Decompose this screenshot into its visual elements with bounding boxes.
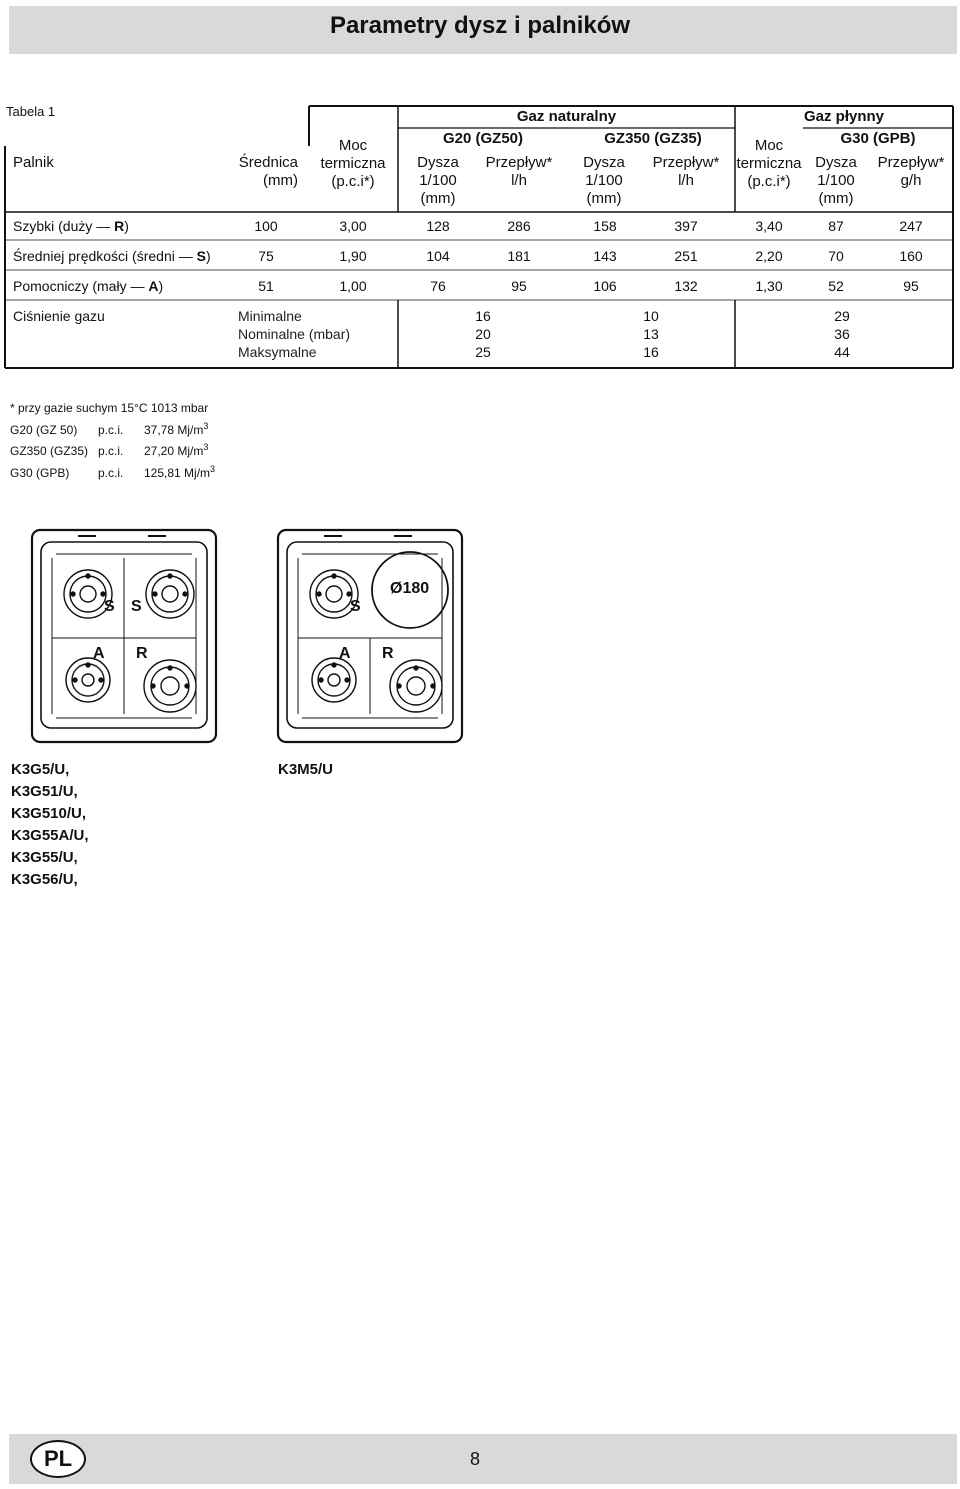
table-cell: 1,00 <box>339 278 367 294</box>
burner-label-a: A <box>339 645 351 662</box>
table-cell: 95 <box>511 278 527 294</box>
footnote-row: G30 (GPB) p.c.i. 125,81 $Mj/m^3$ <box>10 463 216 480</box>
hob-diagram-k3g <box>30 528 220 746</box>
header-gz350: GZ350 (GZ35) <box>604 130 702 147</box>
header-srednica: Średnica (mm) <box>238 154 298 189</box>
table-cell: 132 <box>674 278 698 294</box>
table-cell: 87 <box>828 218 844 234</box>
header-g30: G30 (GPB) <box>840 130 916 147</box>
footnote-row: GZ350 (GZ35) p.c.i. 27,20 $Mj/m^3$ <box>10 442 209 458</box>
burner-label-r: R <box>136 645 148 662</box>
footer-bar <box>9 1434 957 1484</box>
language-badge: PL <box>30 1440 86 1478</box>
table-cell: 158 <box>593 218 617 234</box>
page-title: Parametry dysz i palników <box>329 12 631 39</box>
burner-label-s: S <box>131 598 142 615</box>
table-cell: 1,30 <box>755 278 783 294</box>
table-cell: 286 <box>507 218 531 234</box>
pressure-g20: 16 20 25 <box>475 308 491 360</box>
table-cell: 397 <box>674 218 698 234</box>
burner-label-r: R <box>382 645 394 662</box>
table-cell: 1,90 <box>339 248 367 264</box>
model-list-k3m: K3M5/U <box>278 761 334 778</box>
table-cell: 181 <box>507 248 531 264</box>
pressure-levels: Minimalne Nominalne (mbar) Maksymalne <box>238 308 351 360</box>
header-gaz-plynny: Gaz płynny <box>803 108 885 125</box>
header-g20: G20 (GZ50) <box>442 130 524 147</box>
pressure-gz350: 10 13 16 <box>643 308 659 360</box>
header-moc: Moc termiczna (p.c.i*) <box>320 137 386 190</box>
table-cell: 100 <box>254 218 278 234</box>
table-cell: 3,00 <box>339 218 367 234</box>
table-cell: 106 <box>593 278 617 294</box>
table-cell: 95 <box>903 278 919 294</box>
burner-bottom-left <box>312 658 356 702</box>
header-g30-dysza: Dysza 1/100 (mm) <box>815 154 857 207</box>
table-cell: 247 <box>899 218 923 234</box>
table-cell: 128 <box>426 218 450 234</box>
table-cell: 143 <box>593 248 617 264</box>
table-cell: 251 <box>674 248 698 264</box>
table-cell: 70 <box>828 248 844 264</box>
burner-label-a: A <box>93 645 105 662</box>
table-cell: 160 <box>899 248 923 264</box>
header-gaz-naturalny: Gaz naturalny <box>516 108 617 125</box>
footnote: * przy gazie suchym 15°C 1013 mbar G20 (GZ 50) p.c.i. 37,78 $Mj/m^3$ GZ350 (GZ35) p.c.i. 27,20 $Mj/m^3$ G30 (GPB) p.c.i. 125,81 $Mj/m^3$ <box>10 400 215 482</box>
footnote-row: G20 (GZ 50) p.c.i. 37,78 $Mj/m^3$ <box>10 420 209 437</box>
model-list-k3g: K3G5/U, K3G51/U, K3G510/U, K3G55A/U, K3G55/U, K3G56/U, <box>11 761 89 888</box>
hob-diagram-k3m <box>276 528 466 746</box>
table-cell: 3,40 <box>755 218 783 234</box>
header-g30-przeplyw: Przepływ* g/h <box>877 154 945 189</box>
burner-bottom-right <box>144 660 196 712</box>
row-burner-name: Szybki (duży — R) <box>13 218 129 234</box>
burner-label-s: S <box>104 598 115 615</box>
pressure-g30: 29 36 44 <box>834 308 850 360</box>
table-caption: Tabela 1 <box>6 104 56 119</box>
burner-top-right <box>146 570 194 618</box>
table-cell: 76 <box>430 278 446 294</box>
burner-label-s: S <box>350 598 361 615</box>
pressure-label: Ciśnienie gazu <box>13 308 105 324</box>
table-cell: 51 <box>258 278 274 294</box>
table-cell: 2,20 <box>755 248 783 264</box>
header-gz350-dysza: Dysza 1/100 (mm) <box>583 154 625 207</box>
burner-bottom-right <box>390 660 442 712</box>
header-palnik: Palnik <box>13 154 54 171</box>
row-burner-name: Średniej prędkości (średni — S) <box>13 248 211 264</box>
page-number: 8 <box>470 1449 481 1469</box>
header-gz350-przeplyw: Przepływ* l/h <box>652 154 720 189</box>
header-g20-dysza: Dysza 1/100 (mm) <box>417 154 459 207</box>
header-moc-lpg: Moc termiczna (p.c.i*) <box>736 137 802 190</box>
burner-bottom-left <box>66 658 110 702</box>
table-cell: 104 <box>426 248 450 264</box>
table-cell: 52 <box>828 278 844 294</box>
hotplate-diameter-label: Ø180 <box>390 580 430 597</box>
row-burner-name: Pomocniczy (mały — A) <box>13 278 164 294</box>
table-cell: 75 <box>258 248 274 264</box>
header-g20-przeplyw: Przepływ* l/h <box>485 154 553 189</box>
